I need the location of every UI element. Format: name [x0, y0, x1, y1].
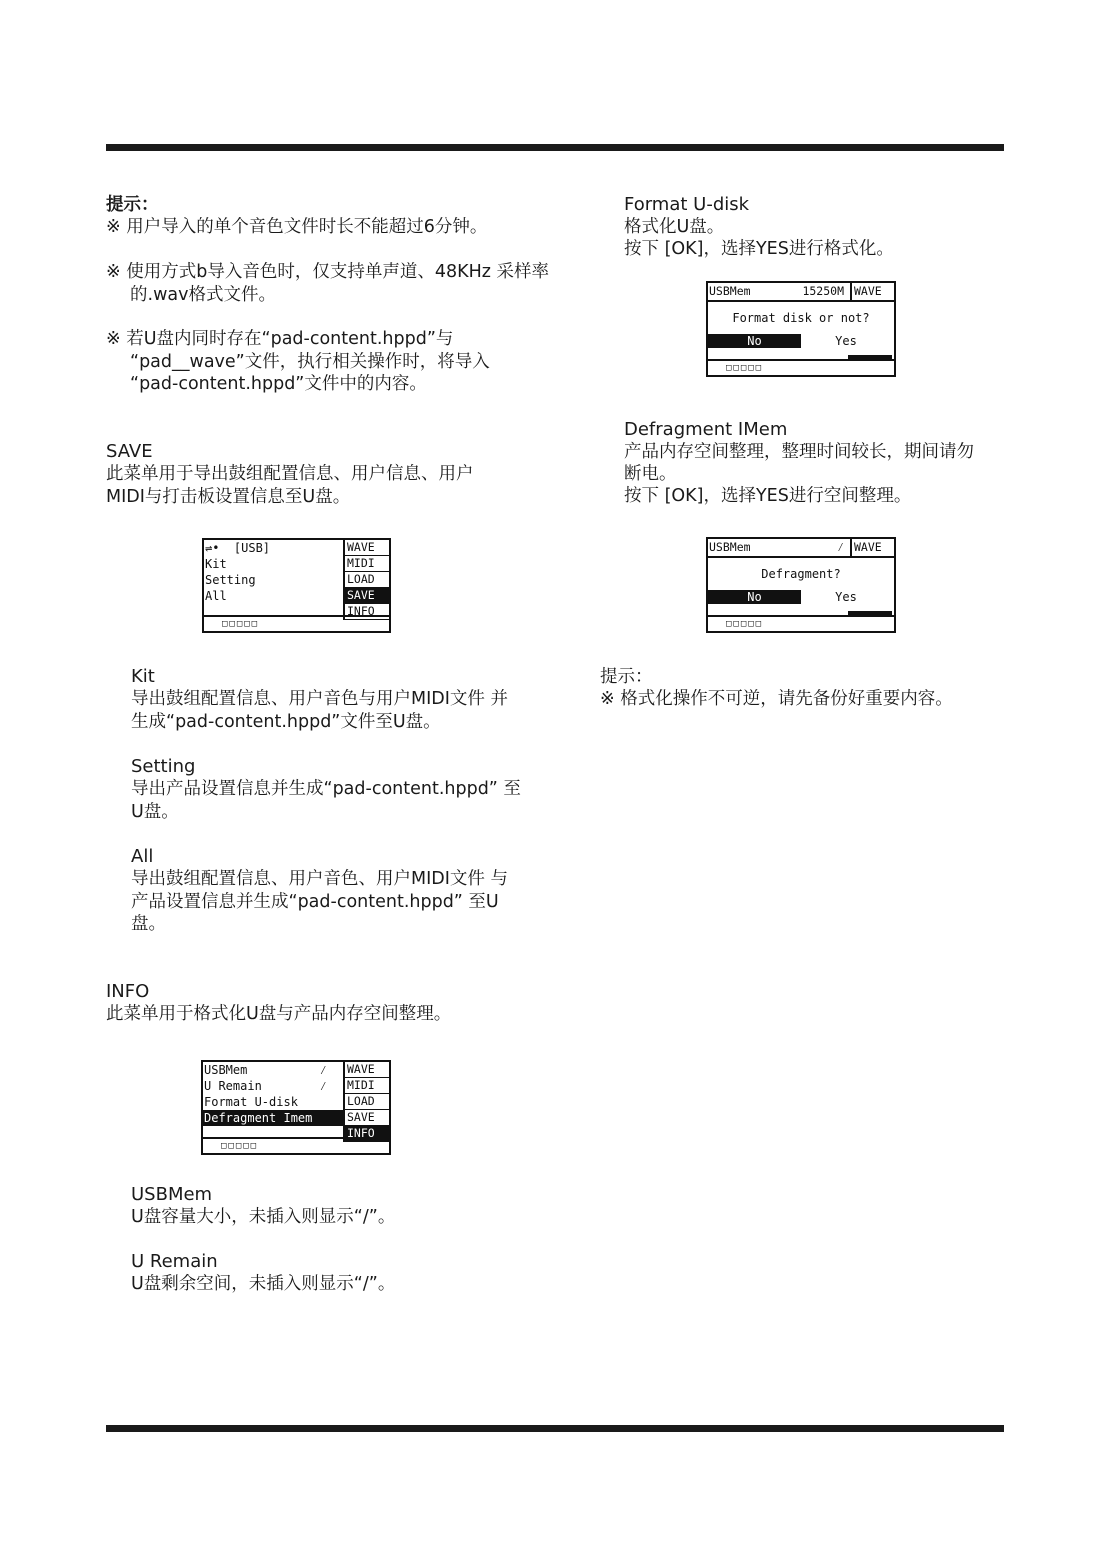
- lcd-usbmem-label: USBMem: [709, 540, 751, 554]
- setting-heading: Setting: [131, 756, 196, 777]
- lcd-footer: [204, 615, 389, 631]
- u-remain-description: U盘剩余空间，未插入则显示“/”。: [131, 1274, 396, 1294]
- usbmem-description: U盘容量大小，未插入则显示“/”。: [131, 1207, 396, 1227]
- lcd-tab-wave: WAVE: [345, 540, 389, 556]
- all-heading: All: [131, 846, 154, 867]
- lcd-side-menu: [343, 1062, 389, 1142]
- lcd-prompt: Defragment?: [761, 567, 841, 581]
- lcd-page-dots: □□□□□: [221, 1141, 259, 1151]
- lcd-tab-midi: MIDI: [345, 1078, 389, 1094]
- lcd-side-menu: [343, 540, 389, 620]
- tip-title: 提示：: [600, 667, 653, 687]
- lcd-tab-load: LOAD: [345, 572, 389, 588]
- lcd-header: [708, 283, 894, 302]
- defrag-line-1: 产品内存空间整理，整理时间较长，期间请勿: [624, 442, 974, 462]
- lcd-usbmem-size: 15250M: [802, 284, 844, 298]
- lcd-row-kit: Kit: [205, 557, 227, 571]
- lcd-row-defragment: Defragment Imem: [203, 1110, 344, 1126]
- lcd-prompt: Format disk or not?: [732, 311, 870, 325]
- kit-heading: Kit: [131, 666, 155, 687]
- format-line-2: 按下 [OK]，选择YES进行格式化。: [624, 239, 894, 259]
- all-description: 导出鼓组配置信息、用户音色、用户MIDI文件 与产品设置信息并生成“pad-content.hppd” 至U盘。: [131, 869, 508, 934]
- lcd-row-u-remain: U Remain ⁄: [204, 1079, 327, 1093]
- usbmem-heading: USBMem: [131, 1184, 213, 1205]
- lcd-tab-info: INFO: [345, 604, 389, 620]
- info-heading: INFO: [106, 981, 150, 1002]
- lcd-footer: [708, 359, 894, 375]
- tip-note: ※ 用户导入的单个音色文件时长不能超过6分钟。: [106, 217, 488, 237]
- lcd-tab-wave: WAVE: [345, 1062, 389, 1078]
- info-description: 此菜单用于格式化U盘与产品内存空间整理。: [106, 1004, 452, 1024]
- lcd-row-format: Format U-disk: [204, 1095, 298, 1109]
- lcd-option-yes: Yes: [835, 334, 857, 348]
- lcd-header: [708, 539, 894, 558]
- lcd-tab-save: SAVE: [345, 588, 389, 604]
- lcd-page-dots: □□□□□: [726, 619, 764, 629]
- lcd-row-usbmem: USBMem ⁄: [204, 1063, 327, 1077]
- lcd-option-no: No: [708, 590, 801, 604]
- lcd-option-no: No: [708, 334, 801, 348]
- setting-description: 导出产品设置信息并生成“pad-content.hppd” 至U盘。: [131, 779, 521, 822]
- lcd-tab-load: LOAD: [345, 1094, 389, 1110]
- format-heading: Format U-disk: [624, 194, 750, 215]
- tip-note: ※ 若U盘内同时存在“pad-content.hppd”与 “pad__wave”文件，执行相关操作时，将导入 “pad-content.hppd”文件中的内容。: [106, 329, 490, 394]
- lcd-tab-save: SAVE: [345, 1110, 389, 1126]
- defrag-line-3: 按下 [OK]，选择YES进行空间整理。: [624, 486, 912, 506]
- lcd-usbmem-label: USBMem: [709, 284, 751, 298]
- kit-description: 导出鼓组配置信息、用户音色与用户MIDI文件 并生成“pad-content.hppd”文件至U盘。: [131, 689, 508, 732]
- bottom-rule: [106, 1425, 1004, 1432]
- save-lcd-screen: [202, 538, 391, 633]
- lcd-footer: [203, 1137, 389, 1153]
- lcd-header: ⇌• [USB]: [205, 541, 271, 555]
- info-lcd-screen: [201, 1060, 391, 1155]
- top-rule: [106, 144, 1004, 151]
- defrag-heading: Defragment IMem: [624, 419, 788, 440]
- lcd-option-yes: Yes: [835, 590, 857, 604]
- defrag-line-2: 断电。: [624, 464, 677, 484]
- tip-note: ※ 格式化操作不可逆，请先备份好重要内容。: [600, 689, 953, 709]
- lcd-footer: [708, 615, 894, 631]
- lcd-page-dots: □□□□□: [222, 619, 260, 629]
- lcd-page-dots: □□□□□: [726, 363, 764, 373]
- save-heading: SAVE: [106, 441, 153, 462]
- tip-title: 提示：: [106, 195, 159, 215]
- lcd-tab-midi: MIDI: [345, 556, 389, 572]
- format-line-1: 格式化U盘。: [624, 217, 725, 237]
- save-description: 此菜单用于导出鼓组配置信息、用户信息、用户 MIDI与打击板设置信息至U盘。: [106, 464, 474, 507]
- lcd-tab-info: INFO: [345, 1126, 389, 1142]
- lcd-usbmem-size: ⁄: [837, 540, 844, 554]
- u-remain-heading: U Remain: [131, 1251, 218, 1272]
- format-lcd-screen: [706, 281, 896, 377]
- lcd-row-setting: Setting: [205, 573, 256, 587]
- lcd-row-all: All: [205, 589, 227, 603]
- lcd-tab-wave: WAVE: [850, 283, 894, 300]
- lcd-tab-wave: WAVE: [850, 539, 894, 556]
- tip-note: ※ 使用方式b导入音色时，仅支持单声道、48KHz 采样率的.wav格式文件。: [106, 262, 549, 305]
- defrag-lcd-screen: [706, 537, 896, 633]
